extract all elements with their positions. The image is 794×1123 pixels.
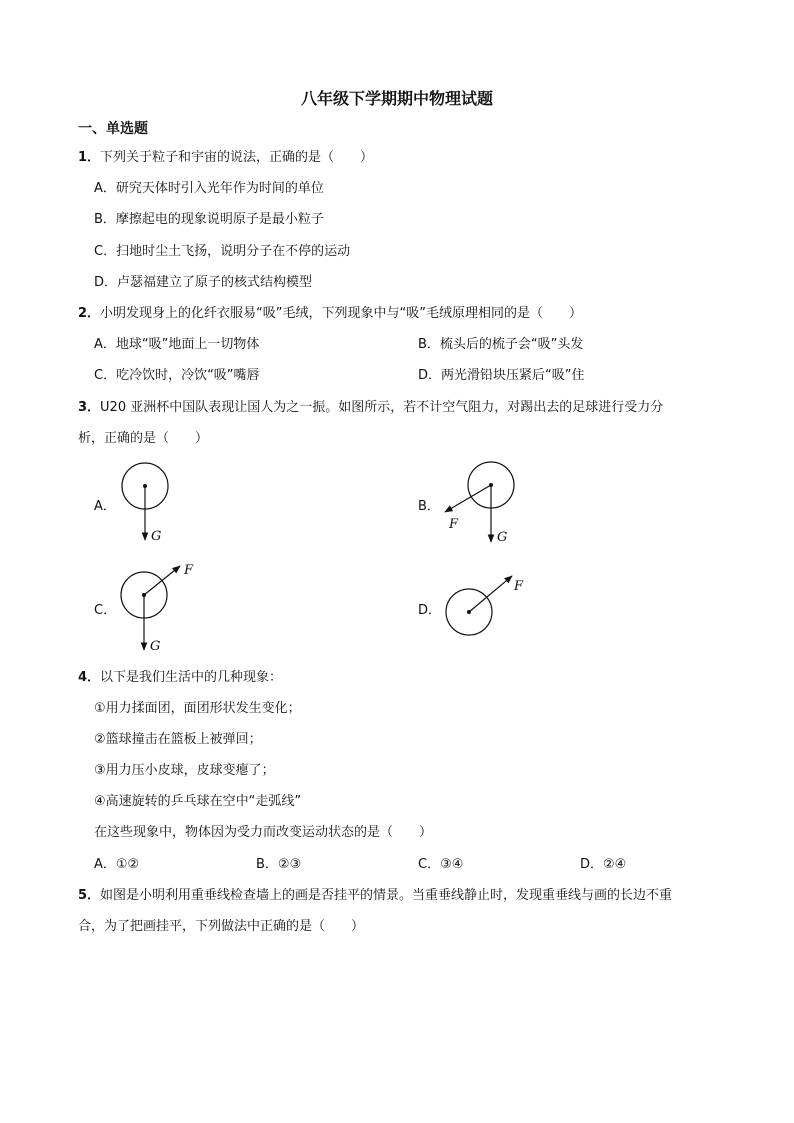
- q1-option-b: B．摩擦起电的现象说明原子是最小粒子: [94, 212, 324, 227]
- q4-option-b: B．②③: [256, 857, 302, 872]
- gravity-label: G: [151, 529, 162, 544]
- question-number: 1．: [78, 150, 101, 165]
- q3-figure-a: [115, 460, 185, 550]
- q4-item-3: ③用力压小皮球，皮球变瘪了；: [94, 763, 275, 778]
- force-label: F: [184, 563, 194, 578]
- gravity-label: G: [150, 639, 161, 654]
- question-3: [78, 396, 663, 415]
- question-stem: 下列关于粒子和宇宙的说法，正确的是（ ）: [100, 150, 374, 165]
- q3-figure-d: [440, 570, 530, 645]
- q4-question: 在这些现象中，物体因为受力而改变运动状态的是（ ）: [94, 825, 433, 840]
- gravity-label: G: [497, 530, 508, 545]
- question-stem: 小明发现身上的化纤衣服易“吸”毛绒，下列现象中与“吸”毛绒原理相同的是（ ）: [100, 306, 582, 321]
- q2-option-c: C．吃冷饮时，冷饮“吸”嘴唇: [94, 368, 260, 383]
- q4-item-2: ②篮球撞击在篮板上被弹回；: [94, 732, 262, 747]
- q3-option-b-letter: B．: [418, 499, 440, 514]
- q2-option-d: D．两光滑铅块压紧后“吸”住: [418, 368, 585, 383]
- question-5: [78, 884, 672, 903]
- q1-option-a: A．研究天体时引入光年作为时间的单位: [94, 181, 324, 196]
- force-arrow: [469, 576, 512, 612]
- q1-option-c: C．扫地时尘土飞扬，说明分子在不停的运动: [94, 244, 351, 259]
- question-2: [78, 302, 582, 321]
- force-arrow: [144, 566, 180, 595]
- question-number: 2．: [78, 306, 101, 321]
- question-stem: 如图是小明利用重垂线检查墙上的画是否挂平的情景。当重垂线静止时，发现重垂线与画的长边不重: [100, 888, 673, 903]
- question-number: 4．: [78, 670, 101, 685]
- q3-option-a-letter: A．: [94, 499, 116, 514]
- q3-figure-b: [440, 460, 530, 550]
- force-label: F: [514, 579, 524, 594]
- question-number: 5．: [78, 888, 101, 903]
- question-4: [78, 666, 282, 685]
- q4-option-a: A．①②: [94, 857, 140, 872]
- q2-option-b: B．梳头后的梳子会“吸”头发: [418, 337, 584, 352]
- question-3-cont: 析，正确的是（ ）: [78, 431, 209, 446]
- force-label: F: [449, 517, 459, 532]
- q4-item-4: ④高速旋转的乒乓球在空中“走弧线”: [94, 794, 302, 809]
- q3-figure-c: [115, 560, 205, 655]
- q4-item-1: ①用力揉面团，面团形状发生变化；: [94, 701, 301, 716]
- q4-option-d: D．②④: [580, 857, 627, 872]
- section-heading: 一、单选题: [78, 121, 148, 137]
- question-1: [78, 146, 373, 165]
- question-number: 3．: [78, 400, 101, 415]
- question-5-cont: 合，为了把画挂平，下列做法中正确的是（ ）: [78, 919, 365, 934]
- q3-option-d-letter: D．: [418, 603, 442, 618]
- question-stem: U20 亚洲杯中国队表现让国人为之一振。如图所示，若不计空气阻力，对踢出去的足球进行受力分: [100, 400, 664, 415]
- question-stem: 以下是我们生活中的几种现象：: [100, 670, 283, 685]
- q3-option-c-letter: C．: [94, 603, 117, 618]
- page-title: 八年级下学期期中物理试题: [300, 89, 493, 108]
- q4-option-c: C．③④: [418, 857, 464, 872]
- q1-option-d: D．卢瑟福建立了原子的核式结构模型: [94, 275, 313, 290]
- q2-option-a: A．地球“吸”地面上一切物体: [94, 337, 260, 352]
